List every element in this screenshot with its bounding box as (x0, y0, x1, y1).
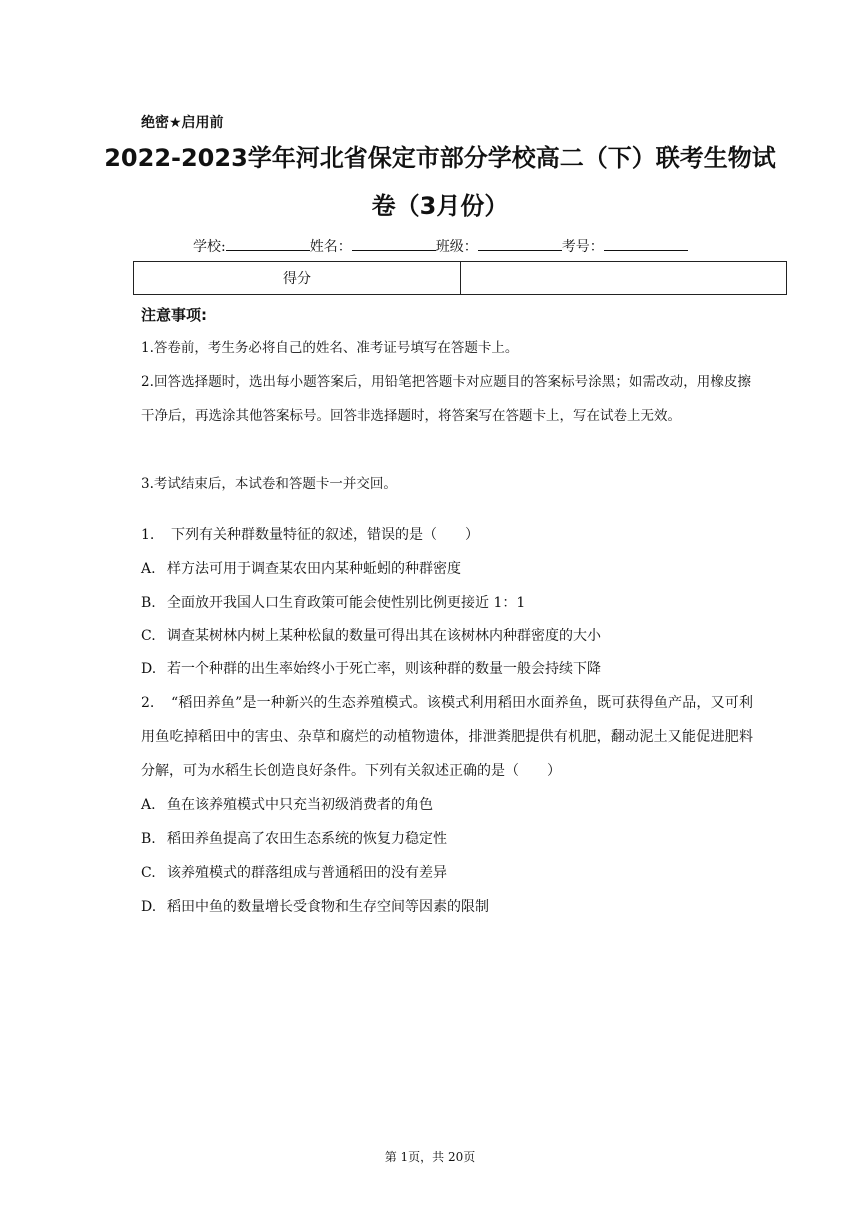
option-letter: C. (141, 865, 156, 881)
page-number: 第 1页，共 20页 (384, 1150, 476, 1164)
question-2-option-d[interactable] (141, 890, 753, 924)
question-2-number: 2. (141, 695, 155, 711)
option-text: 稻田养鱼提高了农田生态系统的恢复力稳定性 (167, 831, 447, 847)
notice-item-3: 3.考试结束后，本试卷和答题卡一并交回。 (141, 476, 397, 492)
notice-heading: 注意事项: (141, 306, 207, 324)
option-text: 若一个种群的出生率始终小于死亡率，则该种群的数量一般会持续下降 (167, 661, 601, 677)
notice-item-1: 1.答卷前，考生务必将自己的姓名、准考证号填写在答题卡上。 (141, 340, 519, 356)
notice-item-2: 2.回答选择题时，选出每小题答案后，用铅笔把答题卡对应题目的答案标号涂黑；如需改动，用橡皮擦干净后，再选涂其他答案标号。回答非选择题时，将答案写在答题卡上，写在试卷上无效。 (141, 374, 751, 424)
question-2-text: “稻田养鱼”是一种新兴的生态养殖模式。该模式利用稻田水面养鱼，既可获得鱼产品，又可利用鱼吃掉稻田中的害虫、杂草和腐烂的动植物遗体，排泄粪肥提供有机肥，翻动泥土又能促进肥料分解，可为水稻生长创造良好条件。下列有关叙述正确的是（ ） (141, 695, 753, 779)
option-letter: A. (141, 797, 156, 813)
question-1-option-a[interactable] (141, 552, 753, 586)
question-1-option-c[interactable] (141, 619, 753, 653)
option-text: 该养殖模式的群落组成与普通稻田的没有差异 (167, 865, 447, 881)
class-label: 班级： (435, 239, 478, 255)
question-1-option-b[interactable] (141, 586, 753, 620)
exam-title-line-2: 卷（3月份） (371, 192, 509, 220)
option-text: 样方法可用于调查某农田内某种蚯蚓的种群密度 (167, 561, 461, 577)
option-text: 鱼在该养殖模式中只充当初级消费者的角色 (167, 797, 433, 813)
option-letter: D. (141, 661, 157, 677)
class-blank[interactable] (478, 238, 562, 251)
question-1-stem (141, 518, 753, 552)
school-label: 学校: (193, 239, 226, 255)
question-2-option-b[interactable] (141, 822, 753, 856)
question-2-option-c[interactable] (141, 856, 753, 890)
confidential-mark: 绝密★启用前 (141, 115, 224, 131)
question-1-option-d[interactable] (141, 652, 753, 686)
option-text: 全面放开我国人口生育政策可能会使性别比例更接近 1：1 (167, 595, 526, 611)
name-label: 姓名： (309, 239, 352, 255)
question-1-number: 1. (141, 527, 155, 543)
score-table (133, 261, 787, 295)
name-blank[interactable] (352, 238, 436, 251)
option-letter: B. (141, 831, 156, 847)
school-blank[interactable] (226, 238, 310, 251)
option-letter: B. (141, 595, 156, 611)
question-1-text: 下列有关种群数量特征的叙述，错误的是（ ） (171, 527, 479, 543)
exam-title-line-1: 2022-2023学年河北省保定市部分学校高二（下）联考生物试 (104, 144, 776, 172)
score-value-cell[interactable] (461, 262, 787, 295)
option-letter: C. (141, 628, 156, 644)
option-letter: D. (141, 899, 157, 915)
option-letter: A. (141, 561, 156, 577)
exam-number-label: 考号： (561, 239, 604, 255)
option-text: 调查某树林内树上某种松鼠的数量可得出其在该树林内种群密度的大小 (167, 628, 601, 644)
question-2-stem (141, 686, 753, 788)
score-label: 得分 (134, 262, 461, 295)
question-2-option-a[interactable] (141, 788, 753, 822)
option-text: 稻田中鱼的数量增长受食物和生存空间等因素的限制 (167, 899, 489, 915)
student-info-line (193, 236, 688, 256)
exam-number-blank[interactable] (604, 238, 688, 251)
